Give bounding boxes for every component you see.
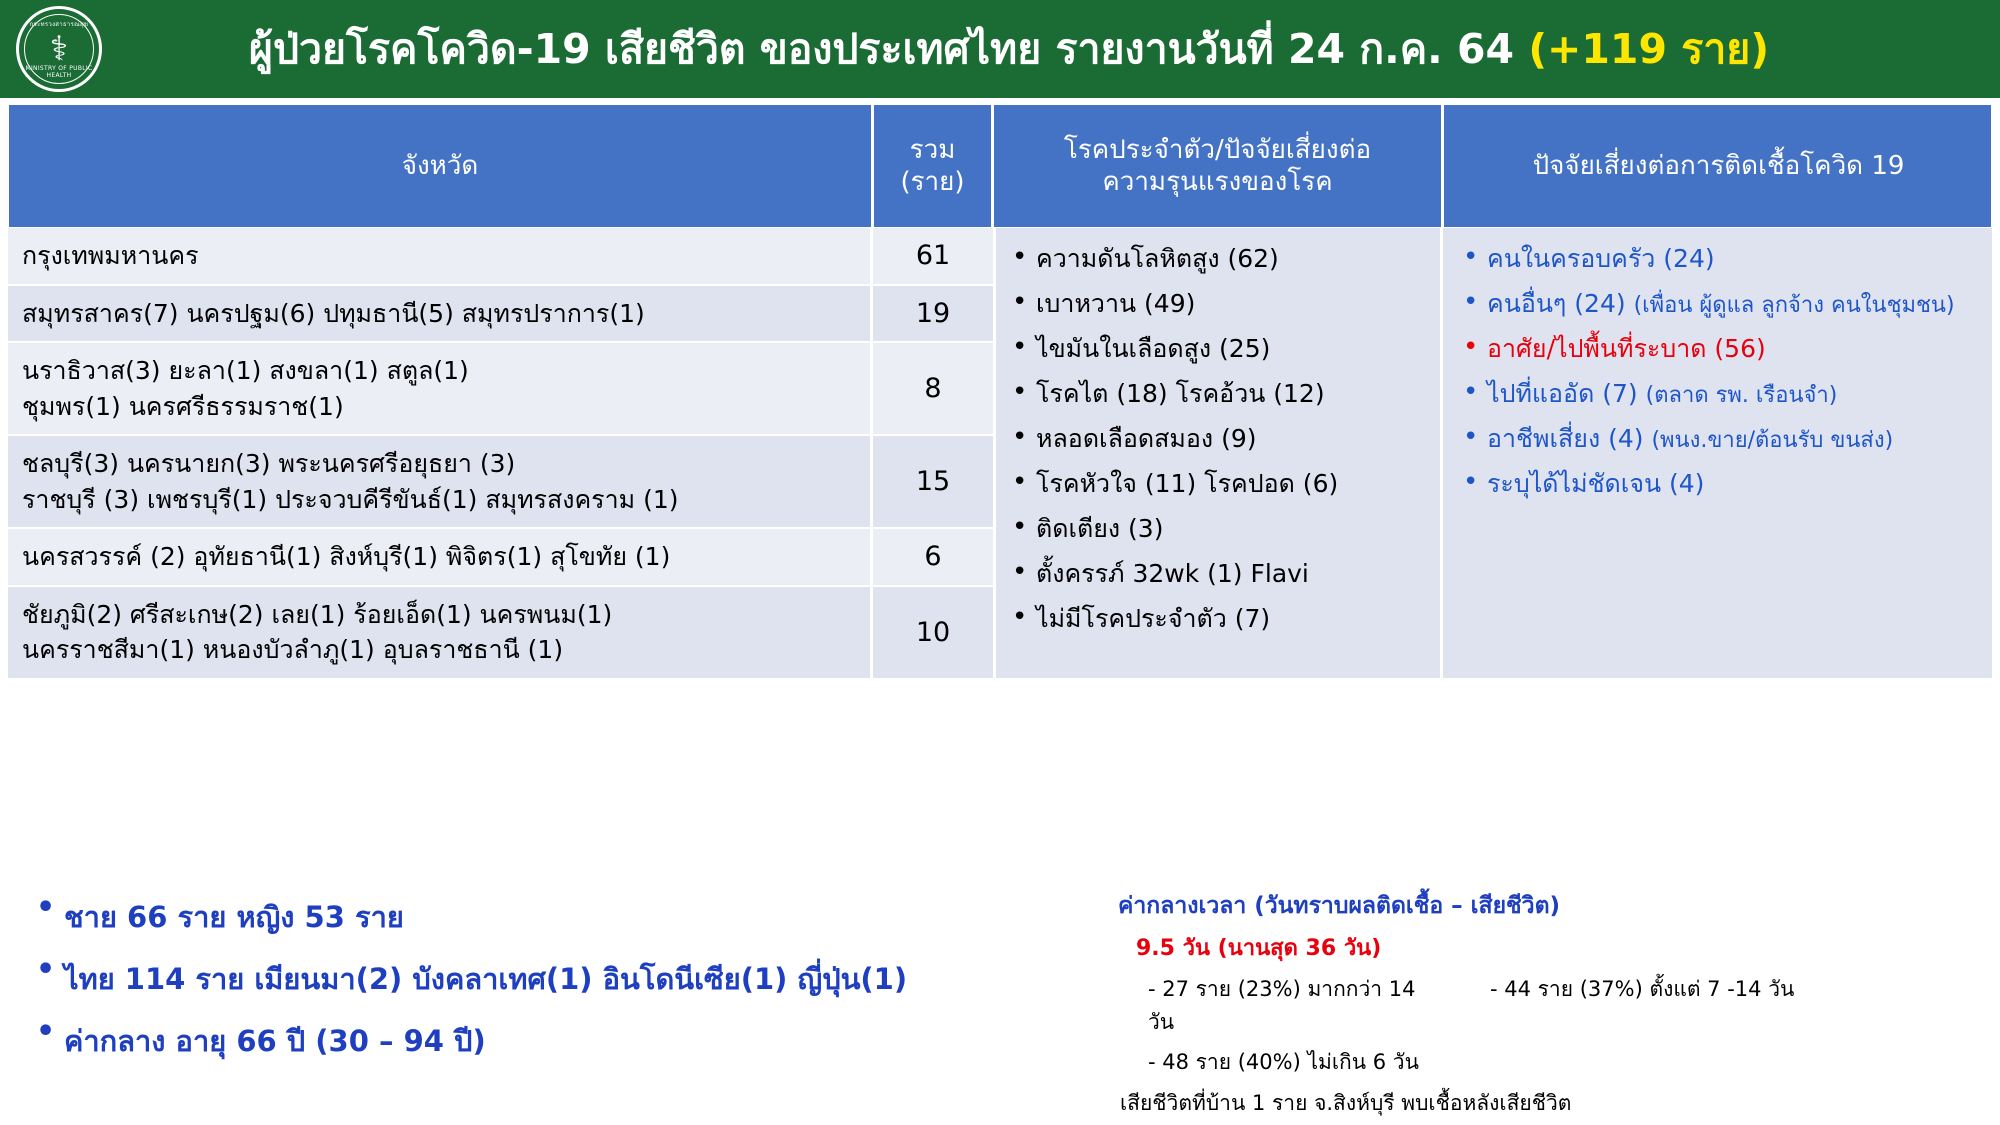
risk-item [1457,287,1980,320]
risk-main: คนในครอบครัว (24) [1487,244,1715,273]
logo-circle [16,6,102,92]
risk-main: คนอื่นๆ (24) [1487,289,1634,319]
province-cell [8,228,873,284]
ministry-logo [0,0,118,98]
logo-inner-circle [24,14,94,84]
footer-summary-list [28,894,1108,1064]
province-rows [8,228,993,678]
risk-item [1457,467,1980,500]
footer-summary-item: • ค่ากลาง อายุ 66 ปี (30 – 94 ปี) [28,1018,1108,1064]
table-row [8,228,993,286]
province-line: นราธิวาส(3) ยะลา(1) สงขลา(1) สตูล(1) [22,356,469,385]
footer-summary-item: • ไทย 114 ราย เมียนมา(2) บังคลาเทศ(1) อินโดนีเซีย(1) ญี่ปุ่น(1) [28,956,1108,1002]
table-header-row [8,104,1992,228]
conditions-list [1006,242,1430,635]
conditions-column [993,228,1443,678]
table-row [8,587,993,678]
table-row [8,529,993,587]
column-header-risk: ปัจจัยเสี่ยงต่อการติดเชื้อโควิด 19 [1532,150,1905,181]
total-cell: 61 [873,228,993,284]
province-line: สมุทรสาคร(7) นครปฐม(6) ปทุมธานี(5) สมุทรปราการ(1) [22,298,645,328]
timing-line-1b: - 44 ราย (37%) ตั้งแต่ 7 -14 วัน [1490,977,1795,1001]
risk-main: ระบุได้ไม่ชัดเจน (4) [1487,469,1705,499]
page-footer [0,880,2000,1125]
table-row [8,286,993,344]
condition-item: • หลอดเลือดสมอง (9) [1006,422,1430,455]
province-line: กรุงเทพมหานคร [22,241,199,270]
risk-main: ไปที่แออัด (7) [1487,379,1646,409]
risk-main: อาศัย/ไปพื้นที่ระบาด (56) [1487,334,1766,364]
total-cell: 6 [873,529,993,585]
province-line: ชุมพร(1) นครศรีธรรมราช(1) [22,391,344,421]
timing-line-2a: - 48 ราย (40%) ไม่เกิน 6 วัน [1148,1050,1419,1074]
timing-line-2 [1148,1046,1968,1079]
condition-item: • โรคไต (18) โรคอ้วน (12) [1006,377,1430,410]
province-cell [8,587,873,678]
condition-item: • ติดเตียง (3) [1006,512,1430,545]
page-title-highlight: (+119 ราย) [1528,24,1770,73]
table-body [8,228,1992,678]
column-header-conditions-line2: ความรุนแรงของโรค [1102,167,1333,197]
province-cell [8,436,873,527]
condition-item: • เบาหวาน (49) [1006,287,1430,320]
province-line: ราชบุรี (3) เพชรบุรี(1) ประจวบคีรีขันธ์(1) สมุทรสงคราม (1) [22,484,679,514]
timing-highlight: 9.5 วัน (นานสุด 36 วัน) [1136,936,1382,961]
condition-item: • โรคหัวใจ (11) โรคปอด (6) [1006,467,1430,500]
total-cell: 8 [873,343,993,434]
footer-timing [1118,888,1968,1120]
table-row [8,436,993,529]
timing-title: ค่ากลางเวลา (วันทราบผลติดเชื้อ – เสียชีวิต) [1118,893,1561,919]
table-row [8,343,993,436]
column-header-total-line2: (ราย) [900,167,965,197]
total-cell: 19 [873,286,993,342]
page-title-main: ผู้ป่วยโรคโควิด-19 เสียชีวิต ของประเทศไทย รายงานวันที่ 24 ก.ค. 64 [248,24,1529,73]
column-header-conditions [994,105,1444,227]
risk-sub: (ตลาด รพ. เรือนจำ) [1645,383,1838,409]
timing-line-1a: - 27 ราย (23%) มากกว่า 14 วัน [1148,977,1416,1034]
condition-item: • ไขมันในเลือดสูง (25) [1006,332,1430,365]
page-header [0,0,2000,98]
footer-summary-item: • ชาย 66 ราย หญิง 53 ราย [28,894,1108,940]
risk-sub: (เพื่อน ผู้ดูแล ลูกจ้าง คนในชุมชน) [1633,293,1955,319]
column-header-total [874,105,994,227]
risk-list [1457,242,1980,500]
risk-item [1457,422,1980,455]
total-cell: 10 [873,587,993,678]
risk-item [1457,242,1980,275]
column-header-total-line1: รวม [909,134,956,165]
column-header-conditions-line1: โรคประจำตัว/ปัจจัยเสี่ยงต่อ [1063,134,1372,165]
condition-item: • ความดันโลหิตสูง (62) [1006,242,1430,275]
page-title [118,17,2000,82]
footer-summary [28,894,1108,1080]
province-line: ชัยภูมิ(2) ศรีสะเกษ(2) เลย(1) ร้อยเอ็ด(1) นครพนม(1) [22,599,613,629]
risk-factors-column [1443,228,1992,678]
province-line: นครสวรรค์ (2) อุทัยธานี(1) สิงห์บุรี(1) พิจิตร(1) สุโขทัย (1) [22,542,671,571]
caduceus-icon: ⚕ [49,29,69,69]
deaths-table [8,104,1992,678]
risk-item [1457,377,1980,410]
logo-text-bottom: MINISTRY OF PUBLIC HEALTH [25,65,93,79]
risk-sub: (พนง.ขาย/ต้อนรับ ขนส่ง) [1651,428,1894,454]
timing-note: เสียชีวิตที่บ้าน 1 ราย จ.สิงห์บุรี พบเชื้อหลังเสียชีวิต [1120,1091,1572,1115]
province-cell [8,529,873,585]
total-cell: 15 [873,436,993,527]
column-header-province: จังหวัด [9,105,874,227]
timing-line-1 [1148,973,1968,1039]
risk-main: อาชีพเสี่ยง (4) [1487,424,1652,454]
province-line: ชลบุรี(3) นครนายก(3) พระนครศรีอยุธยา (3) [22,449,516,478]
condition-item: • ตั้งครรภ์ 32wk (1) Flavi [1006,557,1430,590]
province-line: นครราชสีมา(1) หนองบัวลำภู(1) อุบลราชธานี (1) [22,635,564,664]
province-cell [8,286,873,342]
logo-text-top: กระทรวงสาธารณสุข [29,21,89,28]
province-cell [8,343,873,434]
risk-item [1457,332,1980,365]
condition-item: • ไม่มีโรคประจำตัว (7) [1006,602,1430,635]
